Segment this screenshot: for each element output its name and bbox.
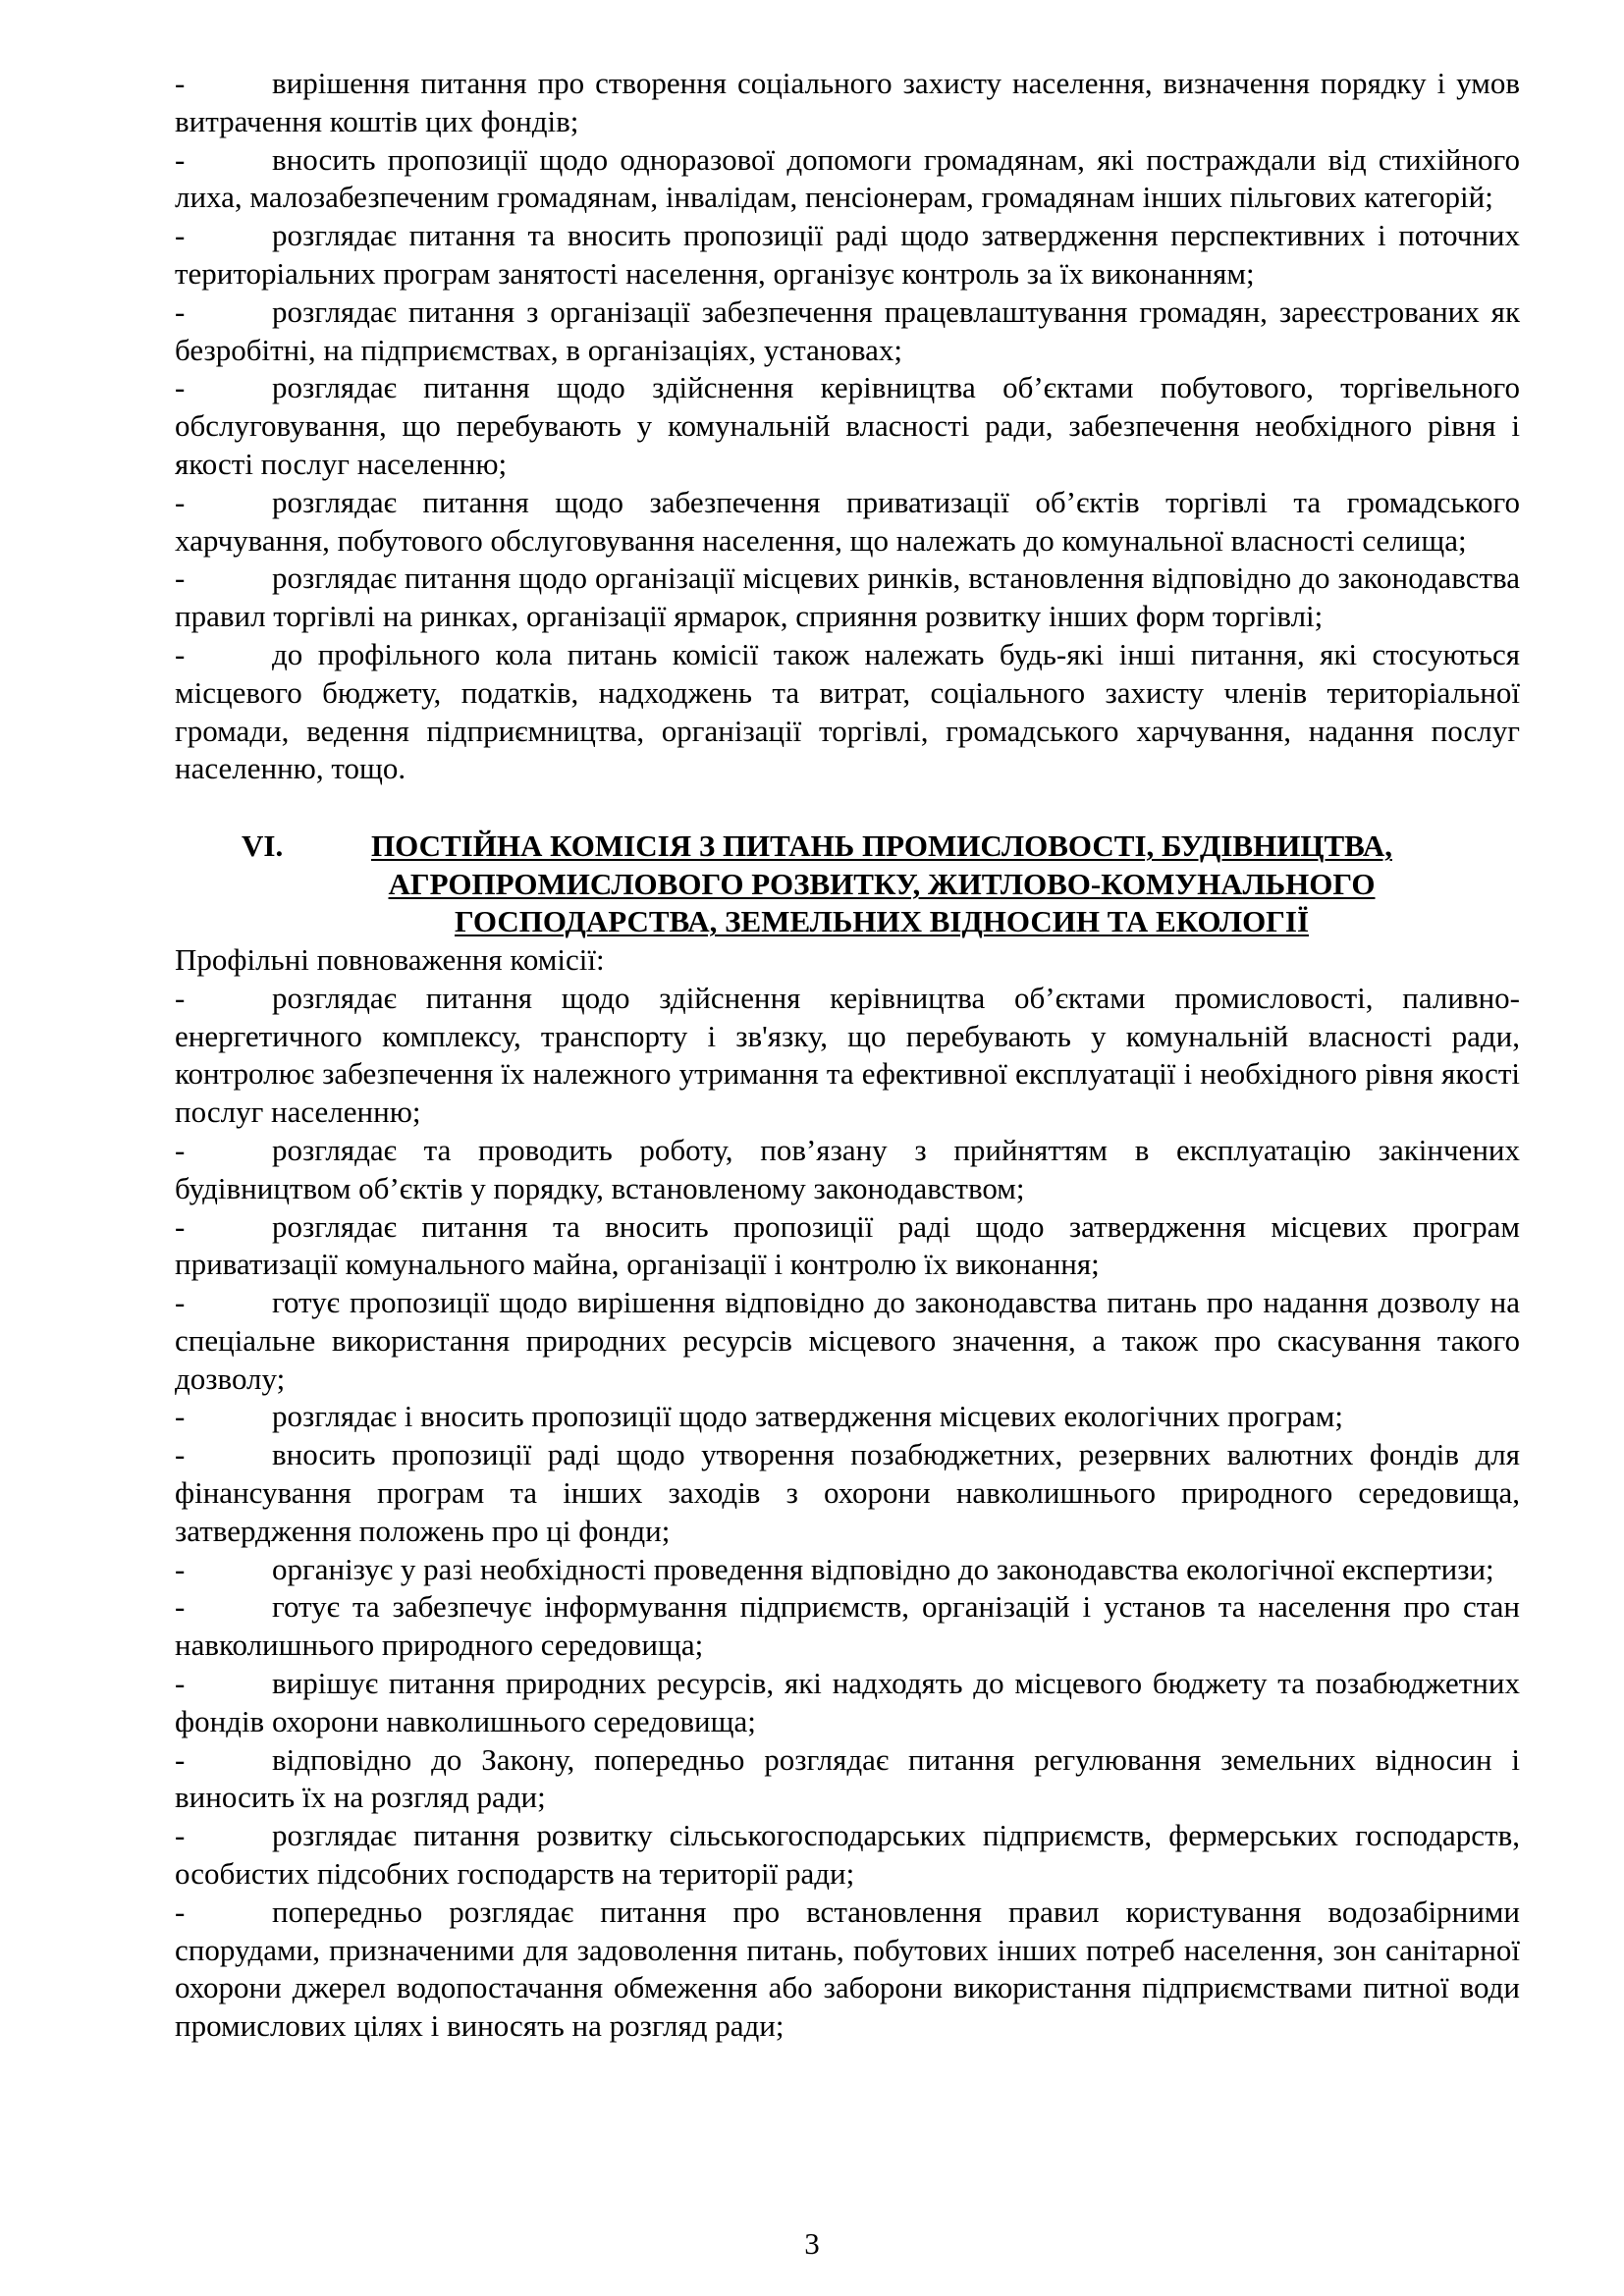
list-item-text: вирішує питання природних ресурсів, які надходять до місцевого бюджету та позабюджетних фондів охорони навколишнього середовища; bbox=[175, 1666, 1520, 1738]
list-item-text: розглядає питання щодо здійснення керівництва об’єктами промисловості, паливно-енергетичного комплексу, транспорту і зв'язку, що перебувають у комунальній власності ради, контролює забезпечення їх належного утримання та ефективної експлуатації і необхідного рівня якості послуг населенню; bbox=[175, 980, 1520, 1130]
section-heading bbox=[175, 828, 1520, 941]
list-item bbox=[175, 1894, 1520, 2046]
list-dash: - bbox=[175, 1818, 186, 1853]
list-item bbox=[175, 369, 1520, 483]
list-item-text: розглядає питання та вносить пропозиції раді щодо затвердження перспективних і поточних територіальних програм занятості населення, організує контроль за їх виконанням; bbox=[175, 218, 1520, 291]
list-top bbox=[175, 65, 1520, 788]
list-dash: - bbox=[175, 980, 186, 1015]
page-number: 3 bbox=[804, 2226, 820, 2261]
list-item-text: розглядає та проводить роботу, пов’язану з прийняттям в експлуатацію закінчених будівництвом об’єктів у порядку, встановленому законодавством; bbox=[175, 1132, 1520, 1205]
section-title-line bbox=[175, 828, 1520, 866]
list-dash: - bbox=[175, 141, 186, 177]
list-item bbox=[175, 1398, 1520, 1436]
list-item-text: вирішення питання про створення соціального захисту населення, визначення порядку і умов витрачення коштів цих фондів; bbox=[175, 66, 1520, 138]
list-dash: - bbox=[175, 1589, 186, 1625]
list-item bbox=[175, 1208, 1520, 1285]
list-item-text: відповідно до Закону, попередньо розглядає питання регулювання земельних відносин і виносить їх на розгляд ради; bbox=[175, 1741, 1520, 1815]
list-item bbox=[175, 980, 1520, 1132]
section-title-text: АГРОПРОМИСЛОВОГО РОЗВИТКУ, ЖИТЛОВО-КОМУНАЛЬНОГО bbox=[388, 866, 1376, 901]
list-item bbox=[175, 636, 1520, 788]
list-item-text: розглядає питання розвитку сільськогосподарських підприємств, фермерських господарств, особистих підсобних господарств на території ради; bbox=[175, 1818, 1520, 1892]
list-item-text: розглядає і вносить пропозиції щодо затвердження місцевих екологічних програм; bbox=[272, 1399, 1343, 1434]
list-item bbox=[175, 484, 1520, 561]
list-item bbox=[175, 1551, 1520, 1589]
list-item-text: попередньо розглядає питання про встановлення правил користування водозабірними спорудами, призначеними для задоволення питань, побутових інших потреб населення, зон санітарної охорони джерел водопостачання обмеження або заборони використання підприємствами питної води промислових цілях і виносять на розгляд ради; bbox=[175, 1894, 1520, 2044]
list-item bbox=[175, 1741, 1520, 1818]
list-item-text: до профільного кола питань комісії також належать будь-які інші питання, які стосуються місцевого бюджету, податків, надходжень та витрат, соціального захисту членів територіальної громади, ведення підприємництва, організації торгівлі, громадського харчування, надання послуг населенню, тощо. bbox=[175, 636, 1520, 786]
list-item bbox=[175, 65, 1520, 141]
list-item-text: організує у разі необхідності проведення відповідно до законодавства екологічної експертизи; bbox=[272, 1551, 1494, 1586]
list-dash: - bbox=[175, 636, 186, 671]
list-bottom bbox=[175, 980, 1520, 2046]
list-dash: - bbox=[175, 1437, 186, 1472]
section-intro: Профільні повноваження комісії: bbox=[175, 941, 605, 977]
list-item-text: готує пропозиції щодо вирішення відповідно до законодавства питань про надання дозволу на спеціальне використання природних ресурсів місцевого значення, а також про скасування такого дозволу; bbox=[175, 1285, 1520, 1396]
list-dash: - bbox=[175, 218, 186, 253]
list-item-text: розглядає питання та вносить пропозиції раді щодо затвердження місцевих програм приватизації комунального майна, організації і контролю їх виконання; bbox=[175, 1208, 1520, 1282]
section-number: VI. bbox=[242, 828, 284, 864]
list-item-text: розглядає питання з організації забезпечення працевлаштування громадян, зареєстрованих як безробітні, на підприємствах, в організаціях, установах; bbox=[175, 294, 1520, 367]
list-item bbox=[175, 141, 1520, 218]
section-title-text: ПОСТІЙНА КОМІСІЯ З ПИТАНЬ ПРОМИСЛОВОСТІ, БУДІВНИЦТВА, bbox=[371, 828, 1392, 864]
list-dash: - bbox=[175, 484, 186, 519]
list-item-text: готує та забезпечує інформування підприємств, організацій і установ та населення про стан навколишнього природного середовища; bbox=[175, 1589, 1520, 1663]
list-dash: - bbox=[175, 1741, 186, 1777]
list-item bbox=[175, 560, 1520, 636]
list-item bbox=[175, 1436, 1520, 1550]
section-title-line bbox=[175, 903, 1520, 941]
list-dash: - bbox=[175, 1132, 186, 1167]
list-dash: - bbox=[175, 1666, 186, 1701]
list-item bbox=[175, 1817, 1520, 1894]
section-title-line bbox=[175, 866, 1520, 904]
document-page bbox=[175, 65, 1520, 2046]
list-dash: - bbox=[175, 294, 186, 329]
list-dash: - bbox=[175, 1285, 186, 1320]
list-item bbox=[175, 1588, 1520, 1665]
list-dash: - bbox=[175, 1551, 186, 1586]
list-item bbox=[175, 217, 1520, 294]
list-dash: - bbox=[175, 66, 186, 100]
list-dash: - bbox=[175, 1399, 186, 1434]
list-item-text: розглядає питання щодо організації місцевих ринків, встановлення відповідно до законодавства правил торгівлі на ринках, організації ярмарок, сприяння розвитку інших форм торгівлі; bbox=[175, 561, 1520, 634]
list-item bbox=[175, 294, 1520, 370]
list-item-text: розглядає питання щодо здійснення керівництва об’єктами побутового, торгівельного обслуговування, що перебувають у комунальній власності ради, забезпечення необхідного рівня і якості послуг населенню; bbox=[175, 370, 1520, 481]
list-dash: - bbox=[175, 370, 186, 405]
list-item bbox=[175, 1284, 1520, 1398]
list-item-text: вносить пропозиції раді щодо утворення позабюджетних, резервних валютних фондів для фінансування програм та інших заходів з охорони навколишнього природного середовища, затвердження положень про ці фонди; bbox=[175, 1437, 1520, 1548]
list-dash: - bbox=[175, 561, 186, 596]
list-item-text: розглядає питання щодо забезпечення приватизації об’єктів торгівлі та громадського харчування, побутового обслуговування населення, що належать до комунальної власності селища; bbox=[175, 484, 1520, 558]
list-item-text: вносить пропозиції щодо одноразової допомоги громадянам, які постраждали від стихійного лиха, малозабезпеченим громадянам, інвалідам, пенсіонерам, громадянам інших пільгових категорій; bbox=[175, 141, 1520, 215]
section-title-text: ГОСПОДАРСТВА, ЗЕМЕЛЬНИХ ВІДНОСИН ТА ЕКОЛОГІЇ bbox=[454, 904, 1310, 939]
list-item bbox=[175, 1665, 1520, 1741]
list-dash: - bbox=[175, 1208, 186, 1244]
list-dash: - bbox=[175, 1894, 186, 1929]
list-item bbox=[175, 1132, 1520, 1208]
